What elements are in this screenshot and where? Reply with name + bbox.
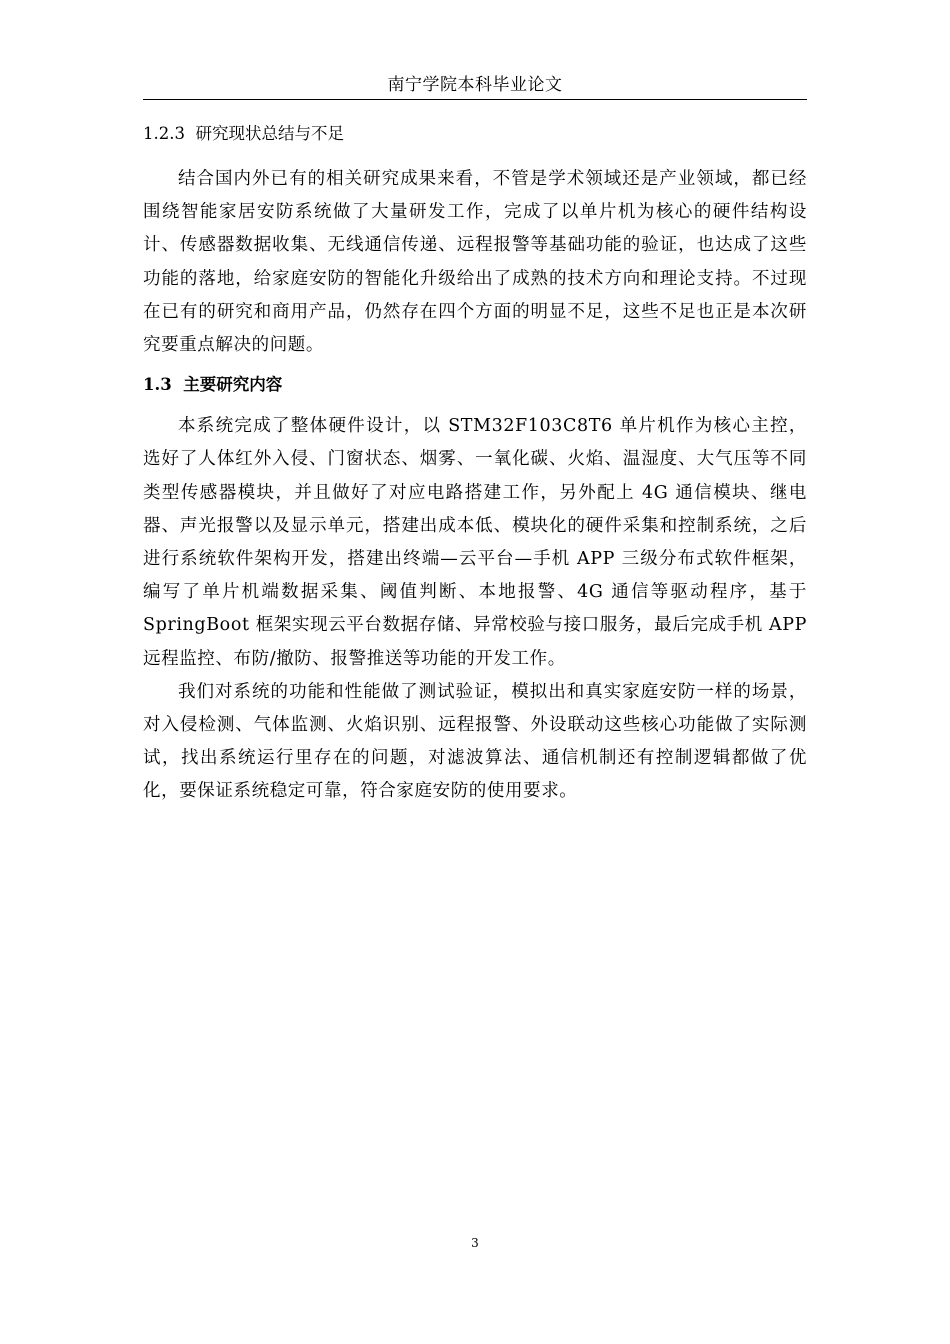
paragraph-main-content-2: 我们对系统的功能和性能做了测试验证，模拟出和真实家庭安防一样的场景，对入侵检测、气体监测、火焰识别、远程报警、外设联动这些核心功能做了实际测试，找出系统运行里存在的问题，对滤波算法、通信机制还有控制逻辑都做了优化，要保证系统稳定可靠，符合家庭安防的使用要求。 [143, 681, 807, 802]
page-number: 3 [471, 1236, 479, 1250]
section-number: 1.3 [143, 375, 172, 395]
header-rule [143, 99, 807, 100]
running-header: 南宁学院本科毕业论文 [387, 75, 563, 95]
paragraph-research-summary: 结合国内外已有的相关研究成果来看，不管是学术领域还是产业领域，都已经围绕智能家居安防系统做了大量研发工作，完成了以单片机为核心的硬件结构设计、传感器数据收集、无线通信传递、远程报警等基础功能的验证，也达成了这些功能的落地，给家庭安防的智能化升级给出了成熟的技术方向和理论支持。不过现在已有的研究和商用产品，仍然存在四个方面的明显不足，这些不足也正是本次研究要重点解决的问题。 [143, 169, 807, 356]
section-title: 主要研究内容 [183, 375, 283, 395]
document-body [143, 120, 807, 809]
section-heading-1-3 [143, 371, 807, 399]
subsection-title: 研究现状总结与不足 [195, 124, 344, 143]
subsection-number: 1.2.3 [143, 124, 185, 143]
subsection-heading-1-2-3 [143, 120, 807, 148]
paragraph-main-content-1: 本系统完成了整体硬件设计，以 STM32F103C8T6 单片机作为核心主控，选好了人体红外入侵、门窗状态、烟雾、一氧化碳、火焰、温湿度、大气压等不同类型传感器模块，并且做好了对应电路搭建工作，另外配上 4G 通信模块、继电器、声光报警以及显示单元，搭建出成本低、模块化的硬件采集和控制系统，之后进行系统软件架构开发，搭建出终端—云平台—手机 APP 三级分布式软件框架，编写了单片机端数据采集、阈值判断、本地报警、4G 通信等驱动程序，基于 SpringBoot 框架实现云平台数据存储、异常校验与接口服务，最后完成手机 APP 远程监控、布防/撤防、报警推送等功能的开发工作。 [143, 416, 807, 669]
